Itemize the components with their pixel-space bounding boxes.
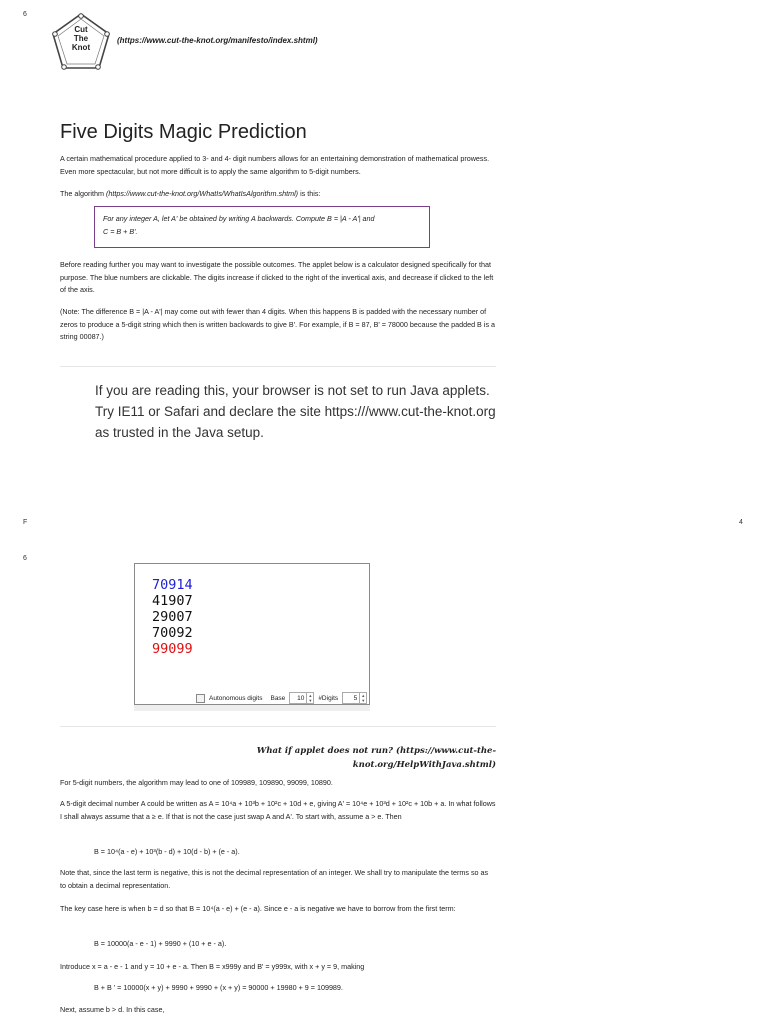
applet-controls xyxy=(196,691,367,705)
java-warning: If you are reading this, your browser is not set to run Java applets. Try IE11 or Safari and declare the site https:///www.cut-the-knot.org as trusted in the Java setup. xyxy=(95,383,496,440)
paragraph-decimal-form: A 5-digit decimal number A could be written as A = 10⁴a + 10³b + 10²c + 10d + e, giving A' = 10⁴e + 10³d + 10²c + 10b + a. In what follows I shall always assume that a ≥ e. If that is not the case just swap A and A'. To start with, assume a > e. Then xyxy=(60,799,496,821)
formula-borrow: B = 10000(a - e - 1) + 9990 + (10 + e - a). xyxy=(94,939,227,948)
page-marker: 6 xyxy=(23,11,27,18)
formula-sum: B + B ' = 10000(x + y) + 9990 + 9990 + (x + y) = 90000 + 19980 + 9 = 109989. xyxy=(94,983,343,992)
algorithm-link[interactable]: (https://www.cut-the-knot.org/WhatIs/WhatIsAlgorithm.shtml) xyxy=(105,189,299,198)
algorithm-line: The algorithm (https://www.cut-the-knot.org/WhatIs/WhatIsAlgorithm.shtml) is this: xyxy=(60,189,321,198)
formula-b: B = 10⁴(a - e) + 10³(b - d) + 10(d - b) + (e - a). xyxy=(94,847,240,856)
intro-paragraph: A certain mathematical procedure applied to 3- and 4- digit numbers allows for an entertaining demonstration of mathematical prowess. Even more spectacular, but not more difficult is to apply the same algorithm to 5-digit numbers. xyxy=(60,154,490,176)
autonomous-digits-label: Autonomous digits xyxy=(209,694,263,702)
paragraph-next: Next, assume b > d. In this case, xyxy=(60,1005,165,1014)
cut-the-knot-logo[interactable] xyxy=(50,12,112,72)
before-reading-paragraph: Before reading further you may want to investigate the possible outcomes. The applet below is a calculator designed specifically for that purpose. The blue numbers are clickable. The digits increase if clicked to the right of the invertical axis, and decrease if clicked to the left of the axis. xyxy=(60,260,494,294)
page-title: Five Digits Magic Prediction xyxy=(60,121,307,143)
note-paragraph: (Note: The difference B = |A - A'| may come out with fewer than 4 digits. When this happens B is padded with the necessary number of zeros to produce a 5-digit string which then is written backwards to give B'. For example, if B = 87, B' = 78000 because the padded B is a string 00087.) xyxy=(60,307,496,341)
divider xyxy=(60,366,496,367)
page-marker: F xyxy=(23,519,28,526)
number-a[interactable]: 70914 xyxy=(152,577,193,593)
algorithm-box: For any integer A, let A' be obtained by writing A backwards. Compute B = |A - A'| and C = B + B'. xyxy=(94,206,430,248)
applet-bottom-bar xyxy=(134,705,370,711)
number-column xyxy=(152,577,193,657)
logo-text: Cut The Knot xyxy=(71,25,91,52)
digits-spinner[interactable]: 5 ▲ ▼ xyxy=(342,692,367,704)
page-marker: 4 xyxy=(739,519,743,526)
manifesto-link[interactable]: (https://www.cut-the-knot.org/manifesto/index.shtml) xyxy=(117,36,318,45)
number-a-reversed: 41907 xyxy=(152,593,193,609)
base-spinner[interactable]: 10 ▲ ▼ xyxy=(289,692,314,704)
page-marker: 6 xyxy=(23,555,27,562)
paragraph-note-negative: Note that, since the last term is negative, this is not the decimal representation of an integer. We shall try to manipulate the terms so as to obtain a decimal representation. xyxy=(60,868,489,890)
autonomous-digits-checkbox[interactable] xyxy=(196,694,205,703)
spinner-arrows-icon[interactable]: ▲ ▼ xyxy=(306,693,313,703)
help-java-link[interactable]: What if applet does not run? (https://www.cut-the- knot.org/HelpWithJava.shtml) xyxy=(256,746,496,770)
number-b: 29007 xyxy=(152,609,193,625)
divider xyxy=(60,726,496,727)
base-label: Base xyxy=(270,694,286,702)
number-c: 99099 xyxy=(152,641,193,657)
digits-label: #Digits xyxy=(318,694,339,702)
paragraph-five-digit: For 5-digit numbers, the algorithm may lead to one of 109989, 109890, 99099, 10890. xyxy=(60,778,333,787)
paragraph-key-case: The key case here is when b = d so that B = 10⁴(a - e) + (e - a). Since e - a is negative we have to borrow from the first term: xyxy=(60,904,456,913)
applet-panel xyxy=(134,563,370,705)
number-b-reversed: 70092 xyxy=(152,625,193,641)
spinner-arrows-icon[interactable]: ▲ ▼ xyxy=(359,693,366,703)
paragraph-introduce: Introduce x = a - e - 1 and y = 10 + e - a. Then B = x999y and B' = y999x, with x + y = 9, making xyxy=(60,962,365,971)
